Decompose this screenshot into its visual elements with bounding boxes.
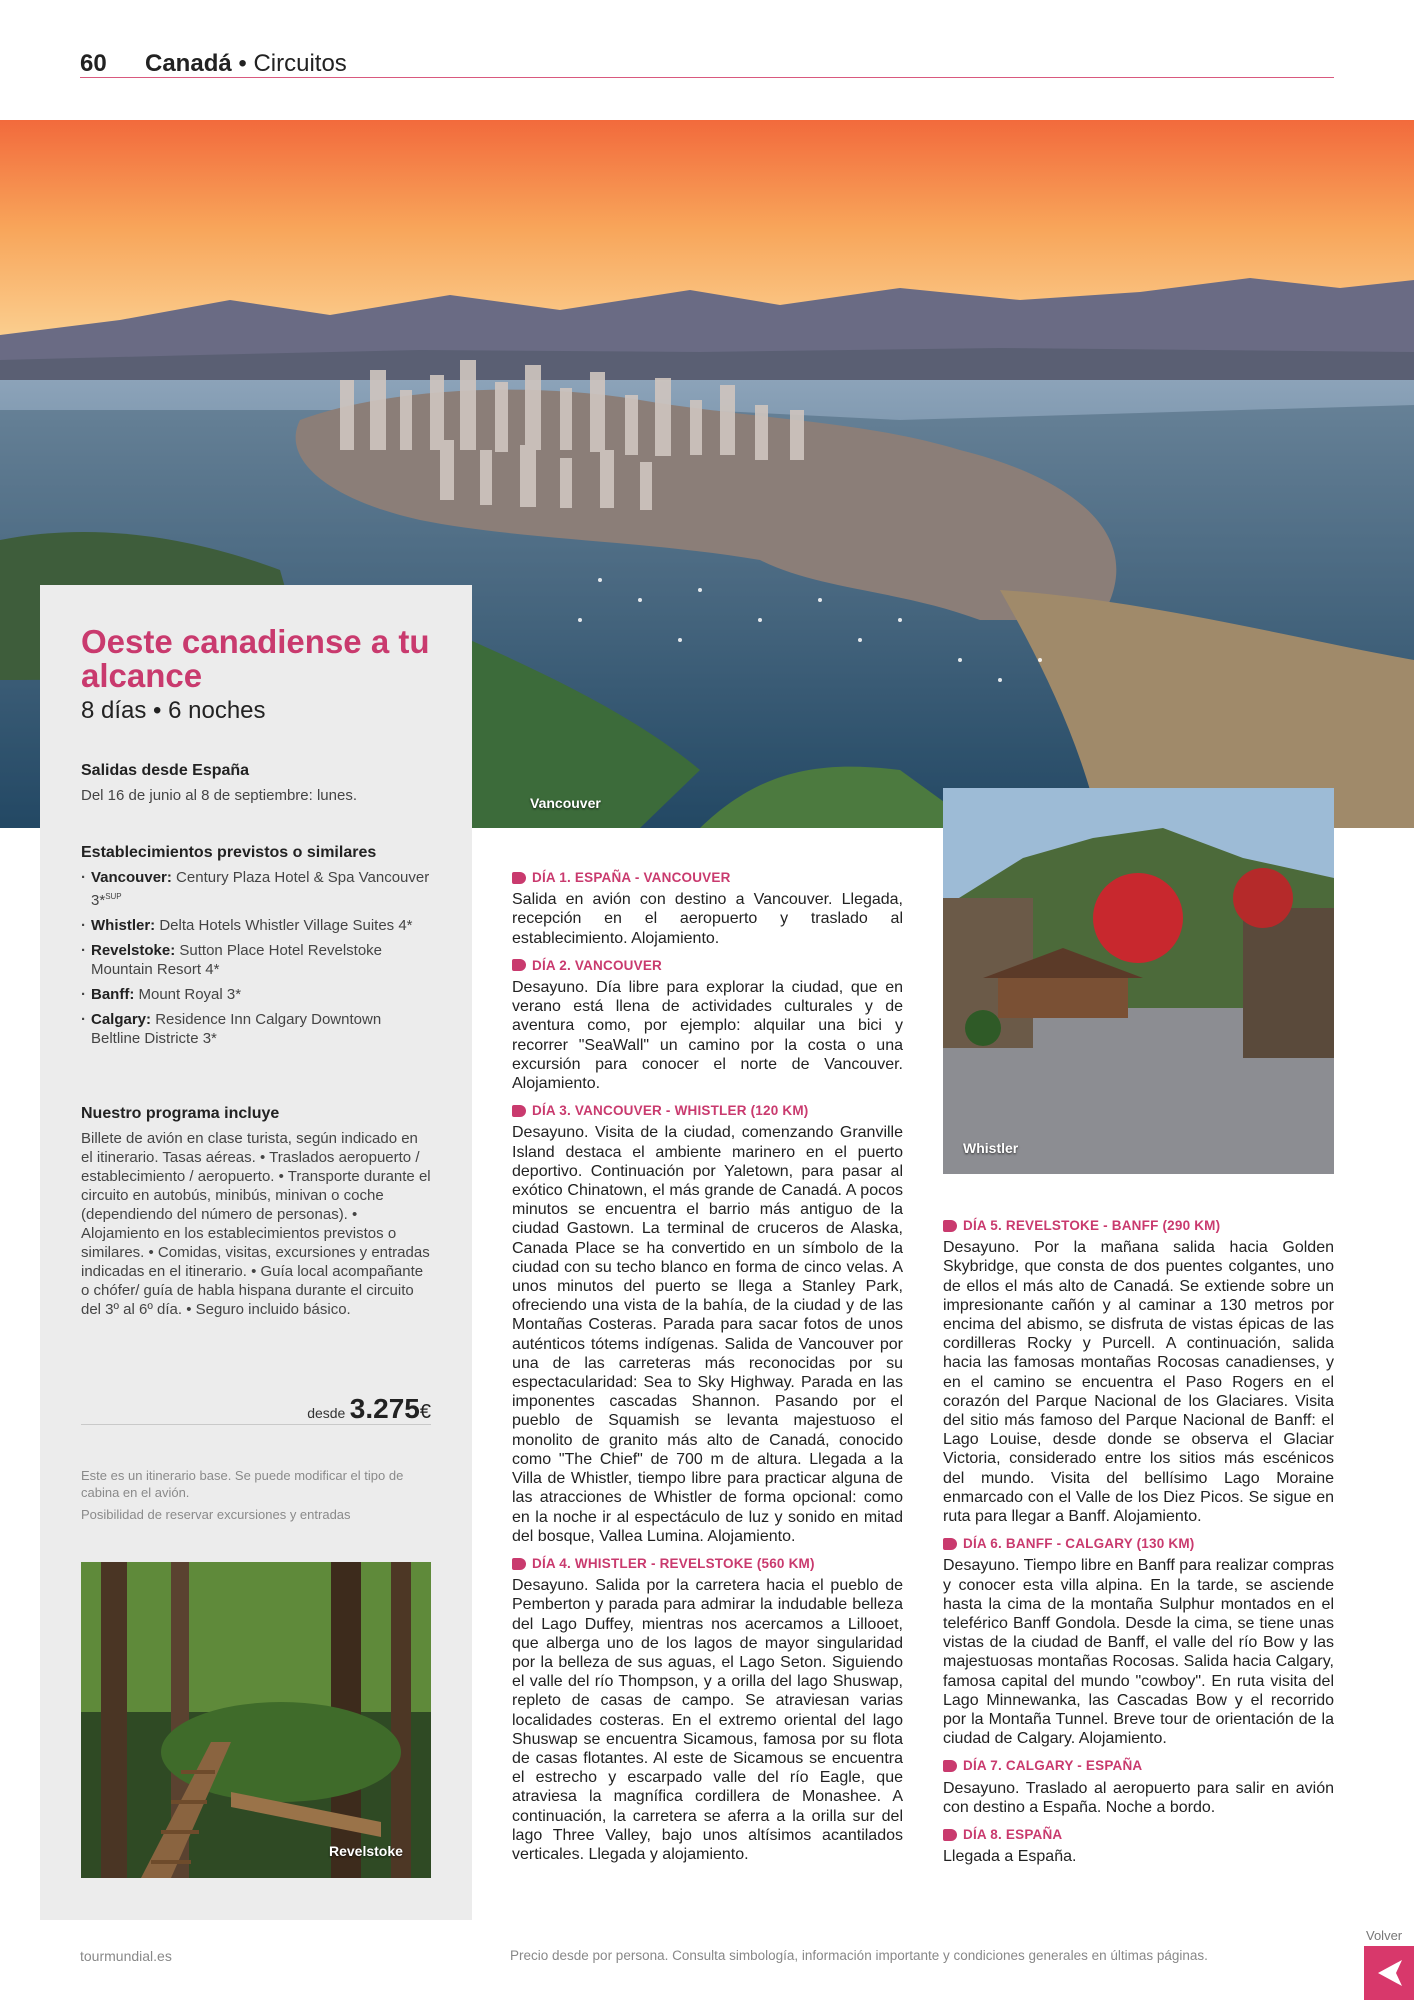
departures-section: [81, 762, 431, 805]
price-currency: €: [419, 1401, 431, 1423]
price-amount: 3.275: [349, 1393, 420, 1424]
hotel-superior-mark: SUP: [105, 892, 122, 901]
hotel-name: Delta Hotels Whistler Village Suites 4*: [159, 917, 413, 934]
day-marker-icon: [943, 1760, 957, 1772]
itinerary-day: [512, 1554, 903, 1864]
hotel-item: [81, 916, 431, 935]
day-marker-icon: [512, 1105, 526, 1117]
price-box: [81, 1393, 431, 1425]
itinerary-day: [943, 1756, 1334, 1817]
day-heading: [512, 868, 903, 887]
back-label[interactable]: Volver: [1366, 1928, 1403, 1943]
photo-revelstoke: [81, 1562, 431, 1878]
includes-heading: Nuestro programa incluye: [81, 1105, 280, 1122]
day-marker-icon: [512, 872, 526, 884]
day-title: DÍA 6. BANFF - CALGARY (130 KM): [963, 1536, 1195, 1552]
footer-site-link[interactable]: tourmundial.es: [80, 1948, 172, 1964]
hotels-section: [81, 844, 431, 1054]
day-title: DÍA 8. ESPAÑA: [963, 1827, 1063, 1843]
itinerary-day: [512, 868, 903, 948]
header-rule: [80, 77, 1334, 78]
day-marker-icon: [943, 1538, 957, 1550]
hotel-city: Vancouver:: [91, 869, 172, 886]
country-label: Canadá: [145, 50, 232, 77]
hotel-city: Banff:: [91, 986, 135, 1003]
page-number: 60: [80, 50, 107, 77]
day-title: DÍA 4. WHISTLER - REVELSTOKE (560 KM): [532, 1555, 815, 1571]
hero-caption: Vancouver: [530, 795, 601, 811]
day-text: Desayuno. Salida por la carretera hacia el pueblo de Pemberton y parada para admirar la indudable belleza del Lago Duffey, mientras nos acercamos a Lillooet, que alberga uno de los lagos de mayor singularidad por la belleza de sus aguas, el Lago Seton. Siguiendo el valle del río Thompson, y a orilla del lago Shuswap, repleto de casas de campo. Se atraviesan varias localidades costeras. En el extremo oriental del lago Shuswap se encuentra Sicamous, famosa por su flota de casas flotantes. Al este de Sicamous se encuentra el estrecho y escarpado valle del río Eagle, que atraviesa la magnífica cordillera de Monashee. A continuación, la carretera se aferra a la orilla sur del lago Three Valley, bajo unos altísimos acantilados verticales. Llegada y alojamiento.: [512, 1577, 903, 1863]
hotel-city: Whistler:: [91, 917, 156, 934]
day-heading: [512, 1554, 903, 1573]
itinerary-day: [943, 1216, 1334, 1526]
day-title: DÍA 7. CALGARY - ESPAÑA: [963, 1758, 1143, 1774]
hotel-item: [81, 1010, 431, 1048]
day-heading: [943, 1825, 1334, 1844]
hotel-item: [81, 941, 431, 979]
section-title: [145, 50, 347, 78]
hotel-city: Revelstoke:: [91, 942, 176, 959]
hotel-name: Mount Royal 3*: [138, 986, 242, 1003]
title-separator: •: [231, 50, 254, 77]
excursions-note: Posibilidad de reservar excursiones y entradas: [81, 1507, 351, 1522]
whistler-caption: Whistler: [963, 1140, 1019, 1156]
day-text: Desayuno. Por la mañana salida hacia Golden Skybridge, que consta de dos puentes colgantes, uno de ellos el más alto de Canadá. Se extiende sobre un impresionante cañón y al caminar a 130 metros por encima del abismo, se disfruta de vistas épicas de las cordilleras Rocky y Purcell. A continuación, salida hacia las famosas montañas Rocosas canadienses, y en el camino se encuentra el Paso Rogers en el corazón del Parque Nacional de los Glaciares. Visita del sitio más famoso del Parque Nacional de Banff: el Lago Louise, desde donde se observa el Glaciar Victoria, considerado entre los sitios más escénicos del mundo. Visita del bellísimo Lago Moraine enmarcado con el Valle de los Diez Picos. Se sigue en ruta para llegar a Banff. Alojamiento.: [943, 1239, 1334, 1526]
trip-title: Oeste canadiense a tu alcance: [81, 623, 430, 694]
day-text: Salida en avión con destino a Vancouver. Llegada, recepción en el aeropuerto y traslado al establecimiento. Alojamiento.: [512, 891, 903, 947]
day-text: Llegada a España.: [943, 1848, 1077, 1866]
revelstoke-caption: Revelstoke: [329, 1843, 403, 1859]
day-marker-icon: [512, 1558, 526, 1570]
itinerary-day: [943, 1825, 1334, 1866]
itinerary-column-2: [943, 1216, 1334, 1871]
day-marker-icon: [943, 1220, 957, 1232]
hotel-name: Century Plaza Hotel & Spa Vancouver 3*: [91, 869, 430, 909]
hotel-name: Residence Inn Calgary Downtown Beltline Districte 3*: [91, 1011, 382, 1047]
back-arrow-icon: [1364, 1946, 1414, 2000]
day-heading: [943, 1534, 1334, 1553]
itinerary-day: [943, 1534, 1334, 1748]
day-text: Desayuno. Tiempo libre en Banff para realizar compras y conocer esta villa alpina. En la tarde, se asciende hasta la cima de la montaña Sulphur montados en el teleférico Banff Gondola. Desde la cima, se tiene unas vistas de la ciudad de Banff, el valle del río Bow y las majestuosas montañas Rocosas. Salida hacia Calgary, famosa capital del mundo "cowboy". En ruta visita del Lago Minnewanka, las Cascadas Bow y el recorrido por la Montaña Tunnel. Breve tour de orientación de la ciudad de Calgary. Alojamiento.: [943, 1557, 1335, 1748]
section-label: Circuitos: [253, 50, 347, 77]
includes-section: [81, 1105, 431, 1319]
notes-section: [81, 1467, 431, 1523]
day-text: Desayuno. Día libre para explorar la ciudad, que en verano está llena de actividades culturales y de aventura como, por ejemplo: alquilar una bici y recorrer "SeaWall" un camino por la costa o una excursión para conocer el norte de Vancouver. Alojamiento.: [512, 979, 903, 1093]
day-title: DÍA 3. VANCOUVER - WHISTLER (120 KM): [532, 1103, 809, 1119]
day-title: DÍA 1. ESPAÑA - VANCOUVER: [532, 870, 731, 885]
day-title: DÍA 2. VANCOUVER: [532, 957, 662, 973]
departures-heading: Salidas desde España: [81, 762, 250, 779]
hotel-item: [81, 868, 431, 910]
day-text: Desayuno. Traslado al aeropuerto para salir en avión con destino a España. Noche a bordo.: [943, 1779, 1334, 1816]
hotels-heading: Establecimientos previstos o similares: [81, 844, 377, 861]
day-heading: [943, 1216, 1334, 1235]
day-heading: [512, 1101, 903, 1120]
departures-text: Del 16 de junio al 8 de septiembre: lunes.: [81, 787, 358, 804]
hotel-name: Sutton Place Hotel Revelstoke Mountain Resort 4*: [91, 942, 383, 978]
back-button[interactable]: [1364, 1946, 1414, 2000]
hotel-city: Calgary:: [91, 1011, 152, 1028]
trip-duration: 8 días • 6 noches: [81, 697, 266, 724]
hotel-item: [81, 985, 431, 1004]
day-text: Desayuno. Visita de la ciudad, comenzando Granville Island destaca el ambiente marinero en el puerto deportivo. Continuación por Yaletown, para pasar al exótico Chinatown, el más grande de Canadá. A pocos minutos se encuentra el barrio más antiguo de la ciudad Gastown. La terminal de cruceros de Alaska, Canada Place se ha convertido en un símbolo de la ciudad con su techo blanco en forma de cinco velas. A unos minutos del puerto se llega a Stanley Park, ofreciendo una vista de la bahía, de la ciudad y de las Montañas Costeras. Parada para sacar fotos de unos auténticos tótems indígenas. Salida de Vancouver por una de las carreteras más reconocidas por su espectacularidad: Sea to Sky Highway. Parada en las imponentes cascadas Shannon. Pasando por el pueblo de Squamish se levanta majestuoso el monolito de granito más alto de Canadá, conocido como "The Chief" de 700 m de altura. Llegada a la Villa de Whistler, tiempo libre para practicar alguna de las atracciones de Whistler de forma opcional: como en la noche ir al espectáculo de luz y sonido en mitad del bosque, Vallea Lumina. Alojamiento.: [512, 1124, 903, 1545]
day-marker-icon: [512, 959, 526, 971]
day-heading: [512, 956, 903, 975]
itinerary-note: Este es un itinerario base. Se puede modificar el tipo de cabina en el avión.: [81, 1468, 404, 1500]
price-prefix: desde: [307, 1405, 346, 1421]
itinerary-day: [512, 956, 903, 1093]
itinerary-column-1: [512, 868, 903, 1868]
itinerary-day: [512, 1101, 903, 1546]
day-heading: [943, 1756, 1334, 1775]
includes-text: Billete de avión en clase turista, según indicado en el itinerario. Tasas aéreas. • Traslados aeropuerto / establecimiento / aeropuerto. • Transporte durante el circuito en autobús, minibús, minivan o coche (dependiendo del número de personas). • Alojamiento en los establecimientos previstos o similares. • Comidas, visitas, excursiones y entradas indicadas en el itinerario. • Guía local acompañante o chófer/ guía de habla hispana durante el circuito del 3º al 6º día. • Seguro incluido básico.: [81, 1130, 431, 1318]
page-header: [80, 50, 1334, 80]
day-marker-icon: [943, 1829, 957, 1841]
hotels-list: [81, 868, 431, 1048]
footer-disclaimer: Precio desde por persona. Consulta simbología, información importante y condiciones generales en últimas páginas.: [510, 1948, 1208, 1963]
photo-whistler: [943, 788, 1334, 1174]
day-title: DÍA 5. REVELSTOKE - BANFF (290 KM): [963, 1218, 1221, 1233]
